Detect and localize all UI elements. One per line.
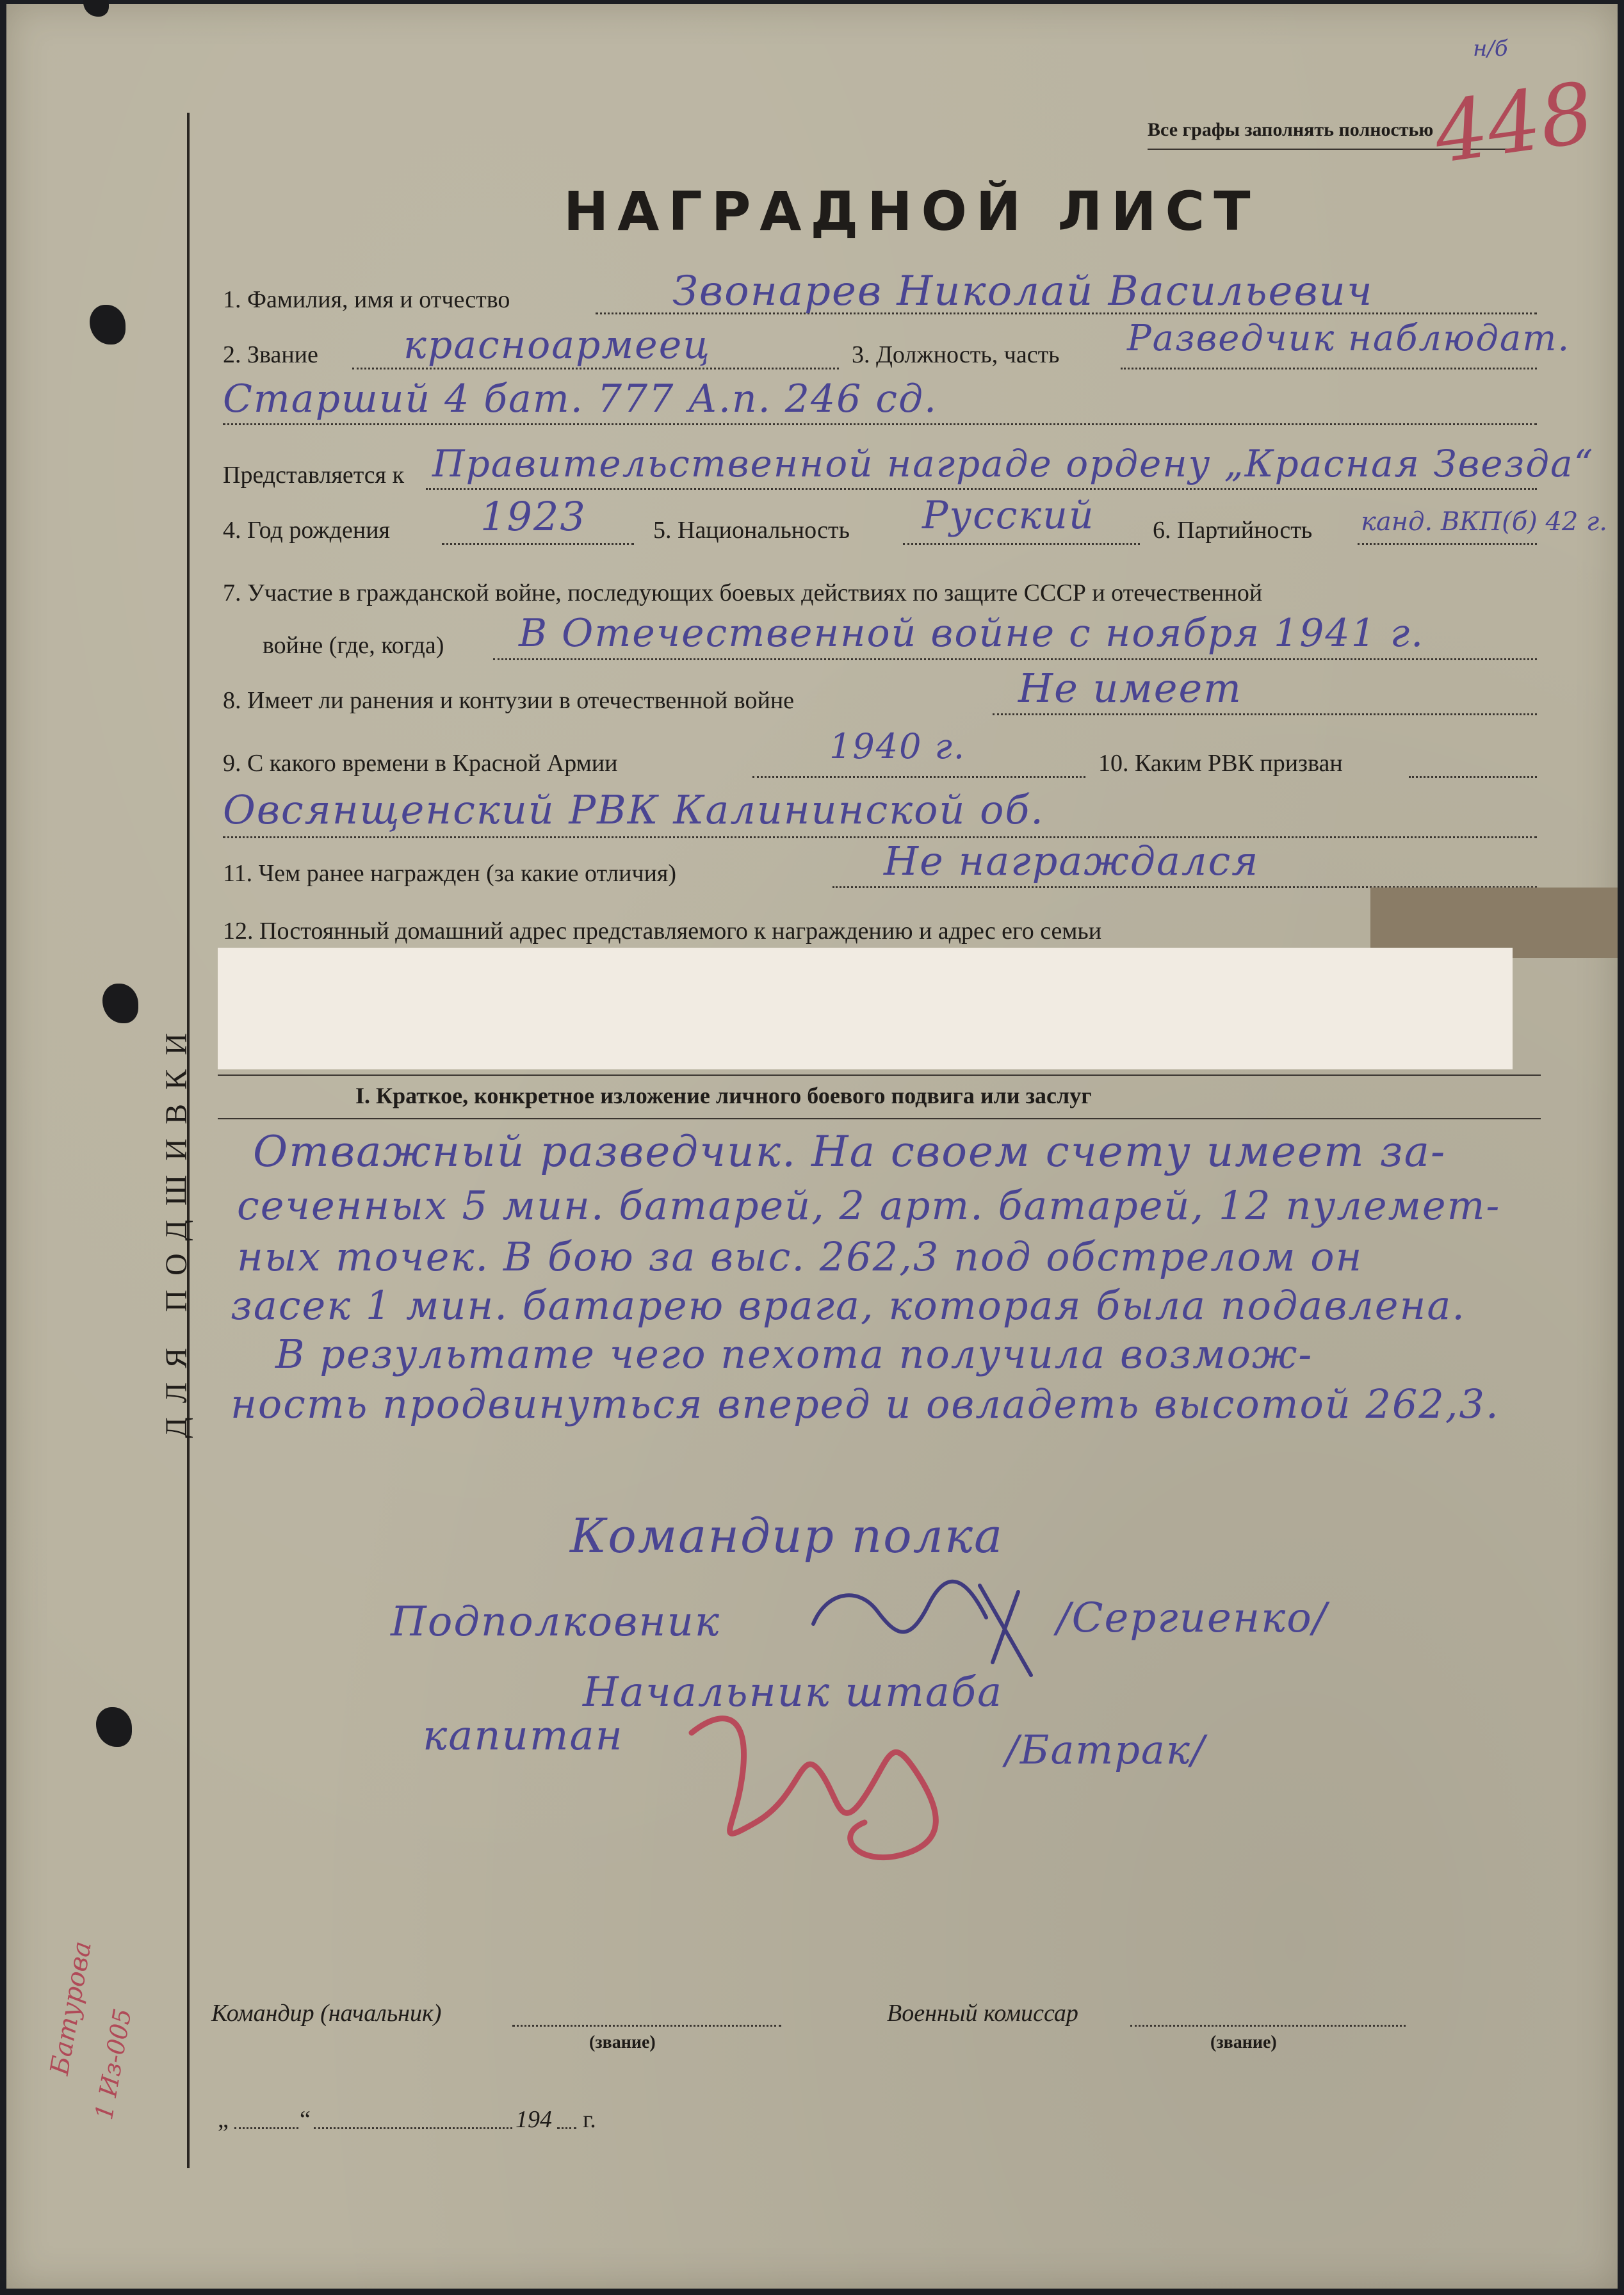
field-9-line <box>752 776 1085 778</box>
field-4-line <box>442 543 634 545</box>
field-5-line <box>903 543 1140 545</box>
field-7-line <box>493 658 1537 660</box>
field-10-label: 10. Каким РВК призван <box>1098 750 1343 777</box>
rank-caption: (звание) <box>589 2032 656 2052</box>
field-3-line <box>1121 368 1537 369</box>
date-suffix: г. <box>583 2106 596 2133</box>
field-11-value: Не награждался <box>884 838 1260 884</box>
field-4-label: 4. Год рождения <box>223 517 391 544</box>
field-4-value: 1923 <box>480 493 587 540</box>
field-5-label: 5. Национальность <box>653 517 850 544</box>
field-2-label: 2. Звание <box>223 341 318 368</box>
chief-rank: капитан <box>423 1712 624 1760</box>
punch-hole <box>96 1707 132 1747</box>
chief-title: Начальник штаба <box>583 1669 1003 1716</box>
margin-note-red: Батурова <box>45 1939 97 2077</box>
side-label-binding: ДЛЯ ПОДШИВКИ <box>159 1019 193 1438</box>
section-rule-bottom <box>218 1118 1541 1119</box>
date-day-line <box>234 2127 298 2129</box>
commander-signature-scribble <box>800 1566 1069 1682</box>
citation-line: Отважный разведчик. На своем счету имеет за- <box>253 1127 1447 1176</box>
footer-commissar-line <box>1130 2025 1406 2027</box>
field-2-line <box>352 368 839 369</box>
field-12-label: 12. Постоянный домашний адрес представляемого к награждению и адрес его семьи <box>223 918 1102 945</box>
field-8-label: 8. Имеет ли ранения и контузии в отечественной войне <box>223 687 795 714</box>
punch-hole <box>83 0 109 17</box>
date-year: 194 <box>516 2106 552 2133</box>
section-rule-top <box>218 1075 1541 1076</box>
field-3-value-continued: Старший 4 бат. 777 А.п. 246 сд. <box>223 377 938 421</box>
document-title: НАГРАДНОЙ ЛИСТ <box>564 180 1260 243</box>
commander-title: Командир полка <box>570 1509 1004 1564</box>
commander-rank: Подполковник <box>391 1598 720 1646</box>
citation-line: засек 1 мин. батарею врага, которая была подавлена. <box>231 1282 1466 1329</box>
field-3-label: 3. Должность, часть <box>852 341 1060 368</box>
footer-commander-label: Командир (начальник) <box>211 2000 442 2027</box>
field-8-line <box>993 713 1537 715</box>
footer-commissar-label: Военный комиссар <box>887 2000 1078 2027</box>
field-1-value: Звонарев Николай Васильевич <box>672 268 1374 315</box>
field-3-value: Разведчик наблюдат. <box>1127 318 1571 359</box>
red-page-number: 448 <box>1428 63 1600 182</box>
date-month-line <box>314 2127 512 2129</box>
redaction-block <box>218 948 1513 1069</box>
presented-value: Правительственной награде ордену „Красная Звезда“ <box>432 442 1595 485</box>
field-6-label: 6. Партийность <box>1153 517 1313 544</box>
date-year-line <box>557 2127 576 2129</box>
field-3-line-2 <box>223 423 1537 425</box>
field-5-value: Русский <box>922 493 1095 538</box>
section-heading: I. Краткое, конкретное изложение личного боевого подвига или заслуг <box>355 1083 1092 1108</box>
field-6-value: канд. ВКП(б) 42 г. <box>1361 507 1607 537</box>
field-9-value: 1940 г. <box>829 726 966 766</box>
citation-line: ных точек. В бою за выс. 262,3 под обстрелом он <box>237 1233 1363 1280</box>
chief-signature-red <box>672 1694 980 1874</box>
field-7-label-cont: войне (где, когда) <box>263 632 444 659</box>
rank-caption: (звание) <box>1210 2032 1277 2052</box>
field-10-value: Овсянщенский РВК Калининской об. <box>223 786 1044 833</box>
field-9-label: 9. С какого времени в Красной Армии <box>223 750 618 777</box>
chief-name: /Батрак/ <box>1005 1726 1206 1773</box>
presented-label: Представляется к <box>223 462 405 489</box>
fill-instruction: Все графы заполнять полностью <box>1148 119 1434 140</box>
field-6-line <box>1358 543 1537 545</box>
field-1-label: 1. Фамилия, имя и отчество <box>223 286 510 313</box>
footer-commander-line <box>512 2025 781 2027</box>
field-7-value: В Отечественной войне с ноября 1941 г. <box>519 611 1425 656</box>
punch-hole <box>90 305 126 345</box>
margin-note-red: 1 Из-005 <box>90 2006 137 2122</box>
archive-mark: н/б <box>1473 36 1508 61</box>
field-2-value: красноармеец <box>403 323 711 368</box>
commander-name: /Сергиенко/ <box>1057 1594 1328 1642</box>
citation-line: ность продвинуться вперед и овладеть высотой 262,3. <box>231 1381 1500 1427</box>
field-7-label: 7. Участие в гражданской войне, последующих боевых действиях по защите СССР и отечественной <box>223 580 1263 606</box>
date-close-quote: “ <box>300 2106 311 2133</box>
citation-line: сеченных 5 мин. батарей, 2 арт. батарей, 12 пулемет- <box>237 1182 1501 1229</box>
field-10-line <box>1409 776 1537 778</box>
citation-line: В результате чего пехота получила возмож- <box>275 1331 1313 1377</box>
date-open-quote: „ <box>218 2106 229 2133</box>
field-10-line-2 <box>223 836 1537 838</box>
field-11-label: 11. Чем ранее награжден (за какие отличия) <box>223 860 677 887</box>
award-sheet <box>6 4 1618 2289</box>
presented-line <box>426 488 1537 490</box>
punch-hole <box>102 984 138 1023</box>
field-8-value: Не имеет <box>1018 665 1242 711</box>
